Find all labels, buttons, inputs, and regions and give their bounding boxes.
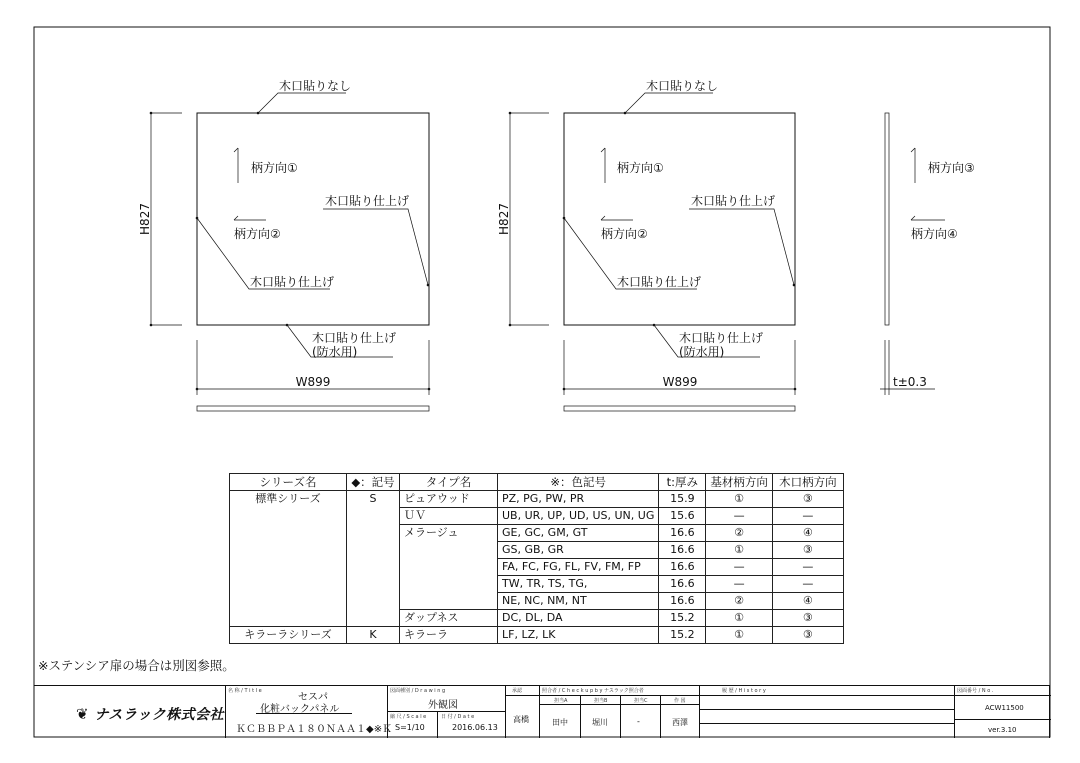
- check-cell: 照合者 / C h e c k u p b y ナスラック照合者 担当A 担当B 担当C 作 図 田中 堀川 - 西澤: [539, 686, 699, 738]
- model-number: ＫＣＢＢＰＡ１８０ＮＡＡ１◆※Ｋ: [236, 724, 393, 735]
- scale: S=1/10: [395, 723, 425, 732]
- col-color: ※：色記号: [498, 474, 659, 491]
- product-name: 化粧バックパネル: [260, 704, 340, 715]
- company-logo: [76, 704, 224, 724]
- date: 2016.06.13: [452, 723, 498, 732]
- approver-cell: 承認 高橋: [505, 686, 539, 738]
- table-row: TW, TR, TS, TG, 16.6 — —: [230, 576, 844, 593]
- edge-label-bottom: 木口貼り仕上げ: [312, 331, 397, 345]
- table-row: NE, NC, NM, NT 16.6 ② ④: [230, 593, 844, 610]
- col-thickness: t:厚み: [659, 474, 706, 491]
- height-dimension: H827: [138, 203, 152, 235]
- col-edge-grain: 木口柄方向: [772, 474, 843, 491]
- drawing-type: 外観図: [428, 700, 458, 711]
- height-dimension: H827: [497, 203, 511, 235]
- table-row: FA, FC, FG, FL, FV, FM, FP 16.6 — —: [230, 559, 844, 576]
- edge-label-top: 木口貼りなし: [279, 79, 352, 93]
- front-view-left: [138, 78, 430, 411]
- grain-direction-1: 柄方向①: [251, 161, 298, 175]
- approver: 高橋: [513, 715, 529, 724]
- col-symbol: ◆：記号: [347, 474, 400, 491]
- edge-label-left: 木口貼り仕上げ: [617, 275, 702, 289]
- edge-label-right: 木口貼り仕上げ: [691, 194, 776, 208]
- col-type: タイプ名: [400, 474, 498, 491]
- company-name: ナスラック株式会社: [94, 707, 225, 723]
- stencia-note: ※ステンシア扉の場合は別図参照。: [38, 658, 235, 673]
- grain-direction-1: 柄方向①: [617, 161, 664, 175]
- edge-label-bottom-sub: (防水用): [679, 345, 725, 359]
- checker-2: 堀川: [592, 718, 608, 727]
- col-series: シリーズ名: [230, 474, 347, 491]
- width-dimension: W899: [662, 375, 698, 389]
- thickness-dimension: t±0.3: [893, 375, 927, 389]
- edge-label-bottom-sub: (防水用): [312, 345, 358, 359]
- side-view: [880, 113, 975, 395]
- version: ver.3.10: [988, 726, 1017, 734]
- checker-4: 西澤: [672, 718, 688, 727]
- history-cell: 履 歴 / H i s t o r y: [699, 686, 954, 738]
- front-view-right: [497, 78, 796, 411]
- panel-outline-left: [197, 113, 429, 325]
- panel-edge: [885, 113, 889, 325]
- spec-table: [229, 473, 844, 644]
- edge-label-right: 木口貼り仕上げ: [325, 194, 410, 208]
- title-cell: 名 称 / T i t l e セスパ 化粧バックパネル ＫＣＢＢＰＡ１８０ＮＡＡ１◆※Ｋ: [225, 686, 387, 738]
- title-block: [34, 685, 1050, 738]
- edge-label-bottom: 木口貼り仕上げ: [679, 331, 764, 345]
- width-dimension: W899: [295, 375, 331, 389]
- col-base-grain: 基材柄方向: [706, 474, 773, 491]
- table-row: メラージュ GE, GC, GM, GT 16.6 ② ④: [230, 525, 844, 542]
- panel-section-left: [197, 406, 429, 411]
- checker-3: -: [637, 717, 640, 726]
- grain-direction-3: 柄方向③: [928, 161, 975, 175]
- table-row: GS, GB, GR 16.6 ① ③: [230, 542, 844, 559]
- drawing-number-cell: 図面番号 / N o . ACW11500 ver.3.10: [954, 686, 1050, 738]
- table-row: 標準シリーズ S ピュアウッド PZ, PG, PW, PR 15.9 ① ③: [230, 491, 844, 508]
- logo-mark-icon: ❦: [76, 705, 90, 723]
- grain-direction-4: 柄方向④: [911, 227, 958, 241]
- drawing-number: ACW11500: [985, 704, 1024, 712]
- checker-1: 田中: [552, 718, 568, 727]
- drawing-type-cell: 図面種別 / D r a w i n g 外観図 縮 尺 / S c a l e S=1/10 日 付 / D a t e 2016.06.13: [387, 686, 505, 738]
- grain-direction-2: 柄方向②: [234, 227, 281, 241]
- panel-section-right: [564, 406, 795, 411]
- edge-label-left: 木口貼り仕上げ: [250, 275, 335, 289]
- table-row: ＵＶ UB, UR, UP, UD, US, UN, UG 15.6 — —: [230, 508, 844, 525]
- table-row: キラーラシリーズ K キラーラ LF, LZ, LK 15.2 ① ③: [230, 627, 844, 644]
- table-header-row: [230, 474, 844, 491]
- table-row: ダップネス DC, DL, DA 15.2 ① ③: [230, 610, 844, 627]
- grain-direction-2: 柄方向②: [601, 227, 648, 241]
- product-series: セスパ: [298, 692, 328, 703]
- panel-outline-right: [564, 113, 795, 325]
- edge-label-top: 木口貼りなし: [646, 79, 719, 93]
